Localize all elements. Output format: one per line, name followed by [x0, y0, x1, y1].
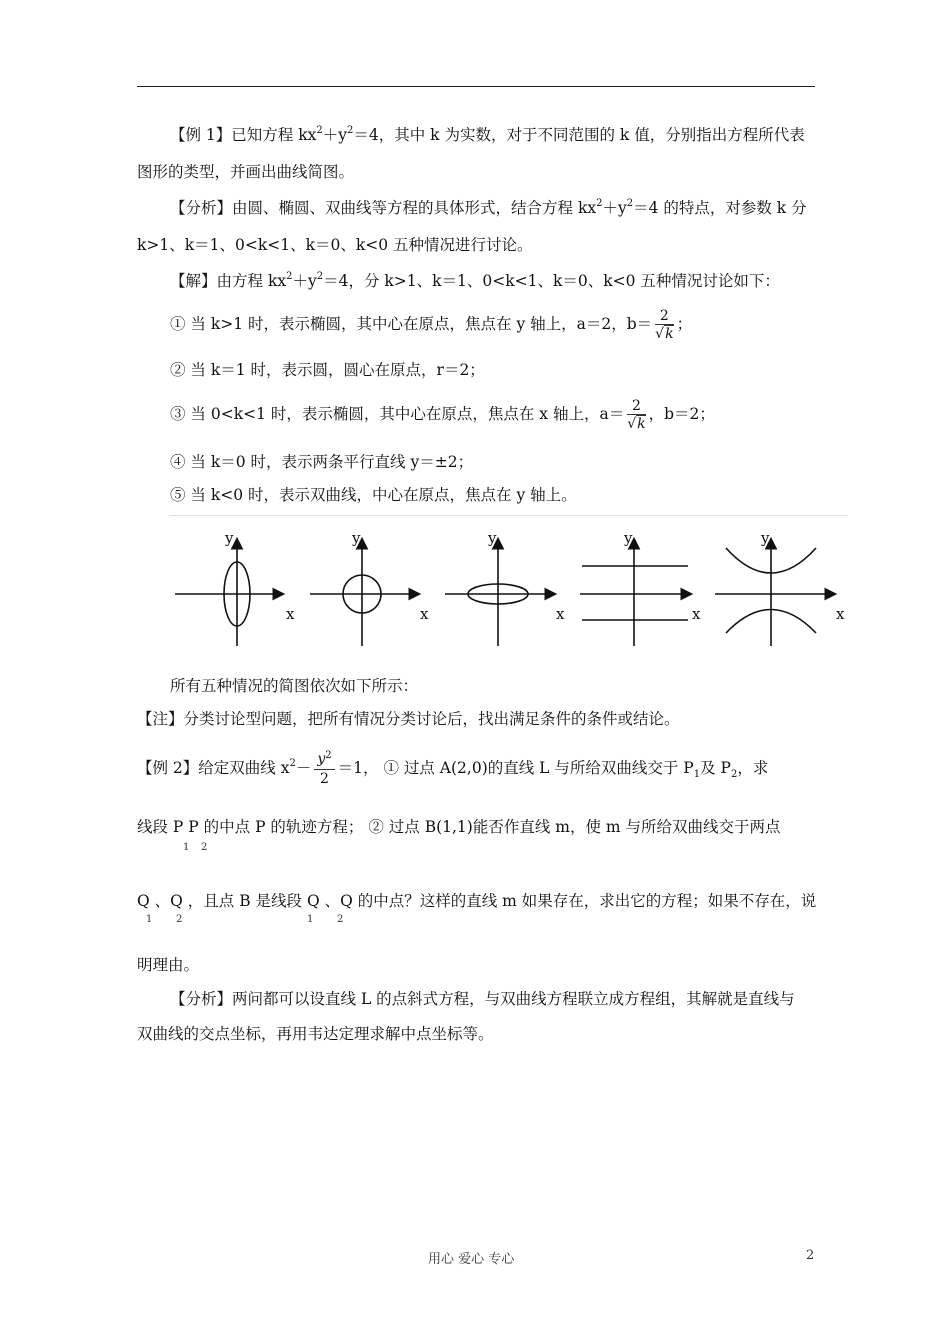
- analysis2-label: 【分析】: [170, 990, 233, 1008]
- y-axis-label: y: [225, 529, 234, 547]
- example2-line3: Q 、Q ，且点 B 是线段 Q 、Q 的中点？这样的直线 m 如果存在，求出它的方程；如果不存在，说: [137, 892, 817, 910]
- example1-line1: 【例 1】已知方程 $kx^2+y^2=4$，其中 k 为实数，对于不同范围的 k 值，分别指出方程所代表: [170, 125, 805, 144]
- x-axis-label: x: [556, 605, 565, 623]
- five-cases-figure: [170, 528, 850, 658]
- analysis2-line1: 【分析】两问都可以设直线 L 的点斜式方程，与双曲线方程联立成方程组，其解就是直线与: [170, 990, 795, 1008]
- footer-motto: 用心 爱心 专心: [428, 1252, 515, 1267]
- subscript: 2: [201, 842, 208, 853]
- x-axis-label: x: [420, 605, 429, 623]
- subscript: 1: [146, 914, 153, 925]
- subscript: 1: [307, 914, 314, 925]
- y-axis-label: y: [624, 529, 633, 547]
- example2-line4: 明理由。: [137, 956, 200, 974]
- fraction-2-over-sqrt-k: $\frac{2}{√k}$: [655, 307, 674, 342]
- fraction-y2-over-2: $\frac{y^2}{2}$: [314, 751, 334, 788]
- solution-line: 【解】由方程 $kx^2+y^2=4$，分 k>1、k＝1、0<k<1、k＝0、k<0 五种情况讨论如下：: [170, 271, 780, 290]
- solution-label: 【解】: [170, 272, 217, 290]
- case-3: ③ 当 0<k<1 时，表示椭圆，其中心在原点，焦点在 x 轴上，a＝ $\frac{2}{√k}$ ，b＝2；: [170, 397, 715, 432]
- y-axis-label: y: [761, 529, 770, 547]
- case-1: ① 当 k>1 时，表示椭圆，其中心在原点，焦点在 y 轴上，a＝2，b＝ $\frac{2}{√k}$ ；: [170, 307, 693, 342]
- y-axis-label: y: [352, 529, 361, 547]
- example2-line1: 【例 2】给定双曲线 $x^2-$ $\frac{y^2}{2}$ ＝1， ① 过点 A(2,0)的直线 L 与所给双曲线交于 $P_1$及 $P_2$，求: [137, 749, 769, 787]
- subscript: 1: [183, 842, 190, 853]
- y-axis-label: y: [488, 529, 497, 547]
- case-5: ⑤ 当 k<0 时，表示双曲线，中心在原点，焦点在 y 轴上。: [170, 486, 577, 504]
- example2-label: 【例 2】: [137, 759, 199, 777]
- sketch-parallel-lines: [580, 540, 690, 646]
- page-number: 2: [806, 1248, 815, 1263]
- x-axis-label: x: [836, 605, 845, 623]
- analysis2-line2: 双曲线的交点坐标，再用韦达定理求解中点坐标等。: [137, 1025, 494, 1043]
- case-2: ② 当 k＝1 时，表示圆，圆心在原点，r＝2；: [170, 361, 485, 379]
- sketch-hyperbola: [715, 540, 834, 646]
- analysis1-line1: 【分析】由圆、椭圆、双曲线等方程的具体形式，结合方程 $kx^2+y^2=4$ 的特点，对参数 k 分: [170, 198, 807, 217]
- example1-line2: 图形的类型，并画出曲线简图。: [137, 163, 355, 181]
- analysis1-label: 【分析】: [170, 199, 233, 217]
- case-4: ④ 当 k＝0 时，表示两条平行直线 y＝±2；: [170, 453, 474, 471]
- example1-label: 【例 1】: [170, 126, 232, 144]
- x-axis-label: x: [286, 605, 295, 623]
- analysis1-line2: k>1、k＝1、0<k<1、k＝0、k<0 五种情况进行讨论。: [137, 236, 533, 254]
- example2-line2: 线段 P P 的中点 P 的轨迹方程； ② 过点 B(1,1)能否作直线 m，使 m 与所给双曲线交于两点: [137, 818, 781, 836]
- figure-divider: [170, 515, 848, 516]
- x-axis-label: x: [692, 605, 701, 623]
- note-label: 【注】: [137, 710, 184, 728]
- subscript: 2: [337, 914, 344, 925]
- sketch-circle: [310, 540, 418, 646]
- summary-line: 所有五种情况的简图依次如下所示：: [170, 677, 419, 695]
- header-rule: [137, 86, 815, 87]
- fraction-2-over-sqrt-k: $\frac{2}{√k}$: [627, 397, 646, 432]
- note-line: 【注】分类讨论型问题，把所有情况分类讨论后，找出满足条件的条件或结论。: [137, 710, 680, 728]
- sketch-vertical-ellipse: [175, 540, 282, 646]
- sketch-horizontal-ellipse: [445, 540, 554, 646]
- subscript: 2: [176, 914, 183, 925]
